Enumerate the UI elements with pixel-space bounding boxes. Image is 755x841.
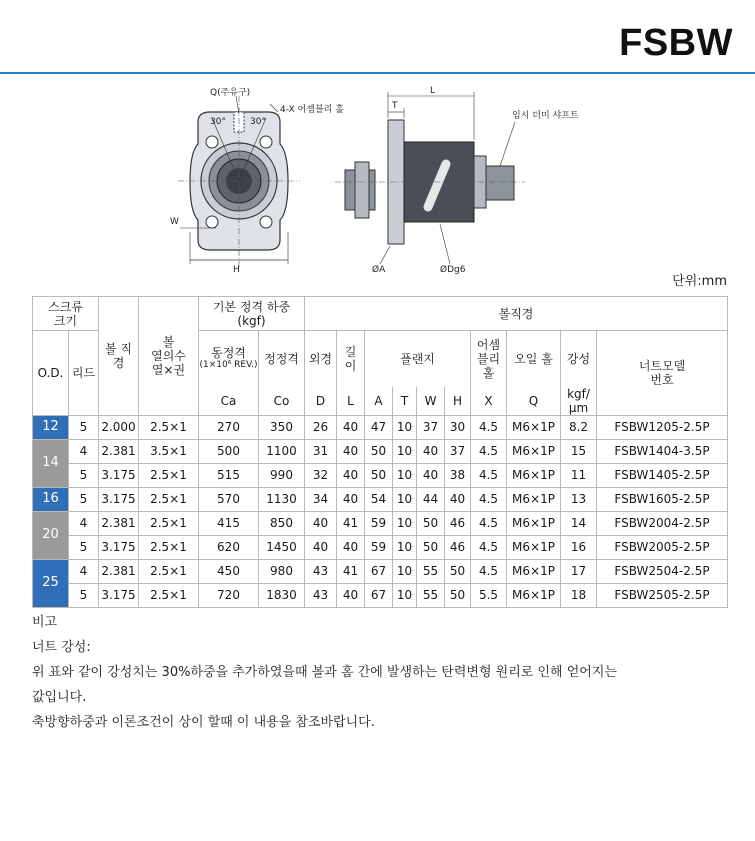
table-row xyxy=(33,511,728,535)
table-row xyxy=(33,463,728,487)
side-view xyxy=(335,92,525,264)
a-cell: 67 xyxy=(365,559,393,583)
stiffness-cell: 18 xyxy=(561,583,597,607)
h-cell: 30 xyxy=(445,415,471,439)
ball-cell: 2.381 xyxy=(99,511,139,535)
circuit-cell: 2.5×1 xyxy=(139,415,199,439)
notes-subheading: 너트 강성: xyxy=(32,640,91,655)
t-cell: 10 xyxy=(393,559,417,583)
t-dim-label: T xyxy=(392,101,398,111)
h-cell: 37 xyxy=(445,439,471,463)
w-cell: 40 xyxy=(417,439,445,463)
t-cell: 10 xyxy=(393,511,417,535)
ball-cell: 2.381 xyxy=(99,439,139,463)
co-cell: 980 xyxy=(259,559,305,583)
ball-cell: 3.175 xyxy=(99,583,139,607)
co-cell: 1130 xyxy=(259,487,305,511)
stiffness-cell: 15 xyxy=(561,439,597,463)
ca-cell: 500 xyxy=(199,439,259,463)
q-cell: M6×1P xyxy=(507,511,561,535)
d-cell: 40 xyxy=(305,535,337,559)
model-cell: FSBW1405-2.5P xyxy=(597,463,728,487)
t-cell: 10 xyxy=(393,487,417,511)
d-cell: 43 xyxy=(305,583,337,607)
title-divider xyxy=(0,72,755,74)
header-a: A xyxy=(365,387,393,416)
notes-line-2: 값입니다. xyxy=(32,690,87,705)
a-cell: 59 xyxy=(365,511,393,535)
q-cell: M6×1P xyxy=(507,535,561,559)
od-cell: 16 xyxy=(33,487,69,511)
od-cell: 25 xyxy=(33,559,69,607)
d-cell: 34 xyxy=(305,487,337,511)
w-dim-label: W xyxy=(170,217,179,227)
header-lead: 리드 xyxy=(69,331,99,416)
header-t: T xyxy=(393,387,417,416)
nut-technical-drawing xyxy=(140,82,620,282)
ca-cell: 620 xyxy=(199,535,259,559)
table-row xyxy=(33,559,728,583)
x-cell: 4.5 xyxy=(471,511,507,535)
ball-cell: 2.381 xyxy=(99,559,139,583)
a-cell: 59 xyxy=(365,535,393,559)
ca-cell: 415 xyxy=(199,511,259,535)
co-cell: 1100 xyxy=(259,439,305,463)
dummy-shaft-label: 임시 더미 샤프트 xyxy=(512,111,579,121)
ca-cell: 450 xyxy=(199,559,259,583)
unit-label: 단위:mm xyxy=(672,274,727,289)
ball-cell: 2.000 xyxy=(99,415,139,439)
header-q: Q xyxy=(507,387,561,416)
x-cell: 4.5 xyxy=(471,415,507,439)
header-od: O.D. xyxy=(33,331,69,416)
circuit-cell: 3.5×1 xyxy=(139,439,199,463)
q-cell: M6×1P xyxy=(507,487,561,511)
l-cell: 40 xyxy=(337,583,365,607)
q-cell: M6×1P xyxy=(507,559,561,583)
co-cell: 350 xyxy=(259,415,305,439)
l-cell: 40 xyxy=(337,439,365,463)
q-cell: M6×1P xyxy=(507,463,561,487)
page-title: FSBW xyxy=(619,22,733,64)
table-row xyxy=(33,535,728,559)
circuit-cell: 2.5×1 xyxy=(139,463,199,487)
header-dynamic xyxy=(199,331,259,387)
h-cell: 46 xyxy=(445,535,471,559)
w-cell: 37 xyxy=(417,415,445,439)
stiffness-cell: 11 xyxy=(561,463,597,487)
a-cell: 47 xyxy=(365,415,393,439)
table-row xyxy=(33,487,728,511)
header-oil-hole: 오일 홀 xyxy=(507,331,561,387)
t-cell: 10 xyxy=(393,439,417,463)
co-cell: 850 xyxy=(259,511,305,535)
l-cell: 41 xyxy=(337,511,365,535)
header-stiffness: 강성 xyxy=(561,331,597,387)
header-assembly-hole: 어셈 블리 홀 xyxy=(471,331,507,387)
a-cell: 50 xyxy=(365,463,393,487)
l-cell: 41 xyxy=(337,559,365,583)
circuit-cell: 2.5×1 xyxy=(139,535,199,559)
table-row xyxy=(33,439,728,463)
w-cell: 50 xyxy=(417,511,445,535)
t-cell: 10 xyxy=(393,535,417,559)
angle-left-label: 30° xyxy=(210,117,226,127)
header-screw-size: 스크류 크기 xyxy=(33,297,99,331)
od-cell: 12 xyxy=(33,415,69,439)
header-flange: 플랜지 xyxy=(365,331,471,387)
co-cell: 990 xyxy=(259,463,305,487)
header-static: 정정격 xyxy=(259,331,305,387)
lead-cell: 4 xyxy=(69,559,99,583)
d-cell: 26 xyxy=(305,415,337,439)
a-cell: 54 xyxy=(365,487,393,511)
x-cell: 4.5 xyxy=(471,439,507,463)
co-cell: 1830 xyxy=(259,583,305,607)
model-cell: FSBW1404-3.5P xyxy=(597,439,728,463)
q-cell: M6×1P xyxy=(507,415,561,439)
od-cell: 14 xyxy=(33,439,69,487)
circuit-cell: 2.5×1 xyxy=(139,559,199,583)
q-cell: M6×1P xyxy=(507,439,561,463)
h-cell: 50 xyxy=(445,583,471,607)
d-cell: 40 xyxy=(305,511,337,535)
ca-cell: 720 xyxy=(199,583,259,607)
stiffness-cell: 16 xyxy=(561,535,597,559)
angle-right-label: 30° xyxy=(250,117,266,127)
assembly-hole-label: 4-X 어셈블리 홀 xyxy=(280,105,344,115)
table-row xyxy=(33,583,728,607)
co-cell: 1450 xyxy=(259,535,305,559)
model-cell: FSBW2005-2.5P xyxy=(597,535,728,559)
header-h: H xyxy=(445,387,471,416)
model-cell: FSBW1605-2.5P xyxy=(597,487,728,511)
lead-cell: 5 xyxy=(69,487,99,511)
table-row xyxy=(33,415,728,439)
x-cell: 4.5 xyxy=(471,463,507,487)
header-dynamic-label: 동정격 xyxy=(211,346,246,361)
ca-cell: 270 xyxy=(199,415,259,439)
stiffness-cell: 8.2 xyxy=(561,415,597,439)
q-oil-hole-label: Q(주유구) xyxy=(210,88,251,98)
w-cell: 55 xyxy=(417,583,445,607)
lead-cell: 5 xyxy=(69,535,99,559)
dg6-dim-label: ØDg6 xyxy=(440,265,466,275)
model-cell: FSBW2004-2.5P xyxy=(597,511,728,535)
h-cell: 50 xyxy=(445,559,471,583)
ball-cell: 3.175 xyxy=(99,487,139,511)
lead-cell: 5 xyxy=(69,583,99,607)
header-basic-load: 기본 정격 하중(kgf) xyxy=(199,297,305,331)
h-cell: 38 xyxy=(445,463,471,487)
ball-cell: 3.175 xyxy=(99,535,139,559)
l-cell: 40 xyxy=(337,463,365,487)
stiffness-cell: 13 xyxy=(561,487,597,511)
notes-heading: 비고 xyxy=(32,615,58,630)
w-cell: 55 xyxy=(417,559,445,583)
header-outer-dia: 외경 xyxy=(305,331,337,387)
ca-cell: 515 xyxy=(199,463,259,487)
x-cell: 5.5 xyxy=(471,583,507,607)
t-cell: 10 xyxy=(393,463,417,487)
header-ca: Ca xyxy=(199,387,259,416)
circuit-cell: 2.5×1 xyxy=(139,583,199,607)
header-ball-circuits: 볼 열의수 열×권 xyxy=(139,297,199,416)
w-cell: 40 xyxy=(417,463,445,487)
h-cell: 46 xyxy=(445,511,471,535)
h-cell: 40 xyxy=(445,487,471,511)
a-cell: 50 xyxy=(365,439,393,463)
header-x: X xyxy=(471,387,507,416)
notes-section xyxy=(32,610,732,735)
t-cell: 10 xyxy=(393,415,417,439)
w-cell: 50 xyxy=(417,535,445,559)
header-stiffness-unit: kgf/μm xyxy=(561,387,597,416)
circuit-cell: 2.5×1 xyxy=(139,487,199,511)
a-dim-label: ØA xyxy=(372,265,386,275)
x-cell: 4.5 xyxy=(471,535,507,559)
h-dim-label: H xyxy=(233,265,240,275)
l-cell: 40 xyxy=(337,535,365,559)
w-cell: 44 xyxy=(417,487,445,511)
q-cell: M6×1P xyxy=(507,583,561,607)
d-cell: 43 xyxy=(305,559,337,583)
ball-cell: 3.175 xyxy=(99,463,139,487)
header-dynamic-note: (1×10⁶ REV.) xyxy=(199,360,258,371)
circuit-cell: 2.5×1 xyxy=(139,511,199,535)
stiffness-cell: 17 xyxy=(561,559,597,583)
t-cell: 10 xyxy=(393,583,417,607)
x-cell: 4.5 xyxy=(471,487,507,511)
model-cell: FSBW2504-2.5P xyxy=(597,559,728,583)
header-w: W xyxy=(417,387,445,416)
x-cell: 4.5 xyxy=(471,559,507,583)
header-length: 길 이 xyxy=(337,331,365,387)
header-l: L xyxy=(337,387,365,416)
header-ball-pitch-dia: 볼직경 xyxy=(305,297,728,331)
header-ball-dia: 볼 직 경 xyxy=(99,297,139,416)
header-co: Co xyxy=(259,387,305,416)
l-dim-label: L xyxy=(430,86,436,96)
a-cell: 67 xyxy=(365,583,393,607)
l-cell: 40 xyxy=(337,415,365,439)
header-model: 너트모델 번호 xyxy=(597,331,728,416)
lead-cell: 4 xyxy=(69,439,99,463)
od-cell: 20 xyxy=(33,511,69,559)
spec-table xyxy=(32,296,728,608)
header-d: D xyxy=(305,387,337,416)
lead-cell: 4 xyxy=(69,511,99,535)
front-view xyxy=(178,96,300,267)
notes-line-1: 위 표와 같이 강성치는 30%하중을 추가하였을때 볼과 홈 간에 발생하는 탄력변형 원리로 인해 얻어지는 xyxy=(32,665,617,680)
d-cell: 32 xyxy=(305,463,337,487)
lead-cell: 5 xyxy=(69,415,99,439)
l-cell: 40 xyxy=(337,487,365,511)
ca-cell: 570 xyxy=(199,487,259,511)
lead-cell: 5 xyxy=(69,463,99,487)
d-cell: 31 xyxy=(305,439,337,463)
stiffness-cell: 14 xyxy=(561,511,597,535)
notes-line-3: 축방향하중과 이론조건이 상이 할때 이 내용을 참조바랍니다. xyxy=(32,715,375,730)
model-cell: FSBW2505-2.5P xyxy=(597,583,728,607)
model-cell: FSBW1205-2.5P xyxy=(597,415,728,439)
